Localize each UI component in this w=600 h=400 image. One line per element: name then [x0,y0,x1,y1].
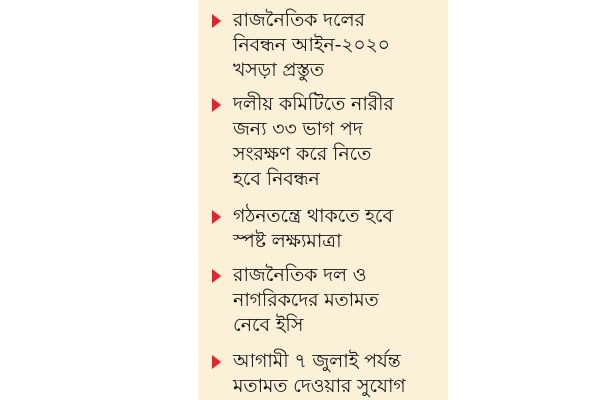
bullet-arrow-icon [212,355,221,369]
bullet-arrow-icon [212,210,221,224]
bullet-text-3: গঠনতন্ত্রে থাকতে হবে স্পষ্ট লক্ষ্যমাত্রা [233,205,393,252]
bullet-arrow-icon [212,14,221,28]
news-summary-panel [198,0,448,400]
bullet-text-5: আগামী ৭ জুলাই পর্যন্ত মতামত দেওয়ার সুযোগ [233,350,406,397]
bullet-text-1: রাজনৈতিক দলের নিবন্ধন আইন-২০২০ খসড়া প্রস্তুত [233,9,390,81]
bullet-text-2: দলীয় কমিটিতে নারীর জন্য ৩৩ ভাগ পদ সংরক্ষণ করে নিতে হবে নিবন্ধন [233,93,394,190]
bullet-text-4: রাজনৈতিক দল ও নাগরিকদের মতামত নেবে ইসি [233,264,379,336]
bullet-arrow-icon [212,98,221,112]
bullet-arrow-icon [212,269,221,283]
